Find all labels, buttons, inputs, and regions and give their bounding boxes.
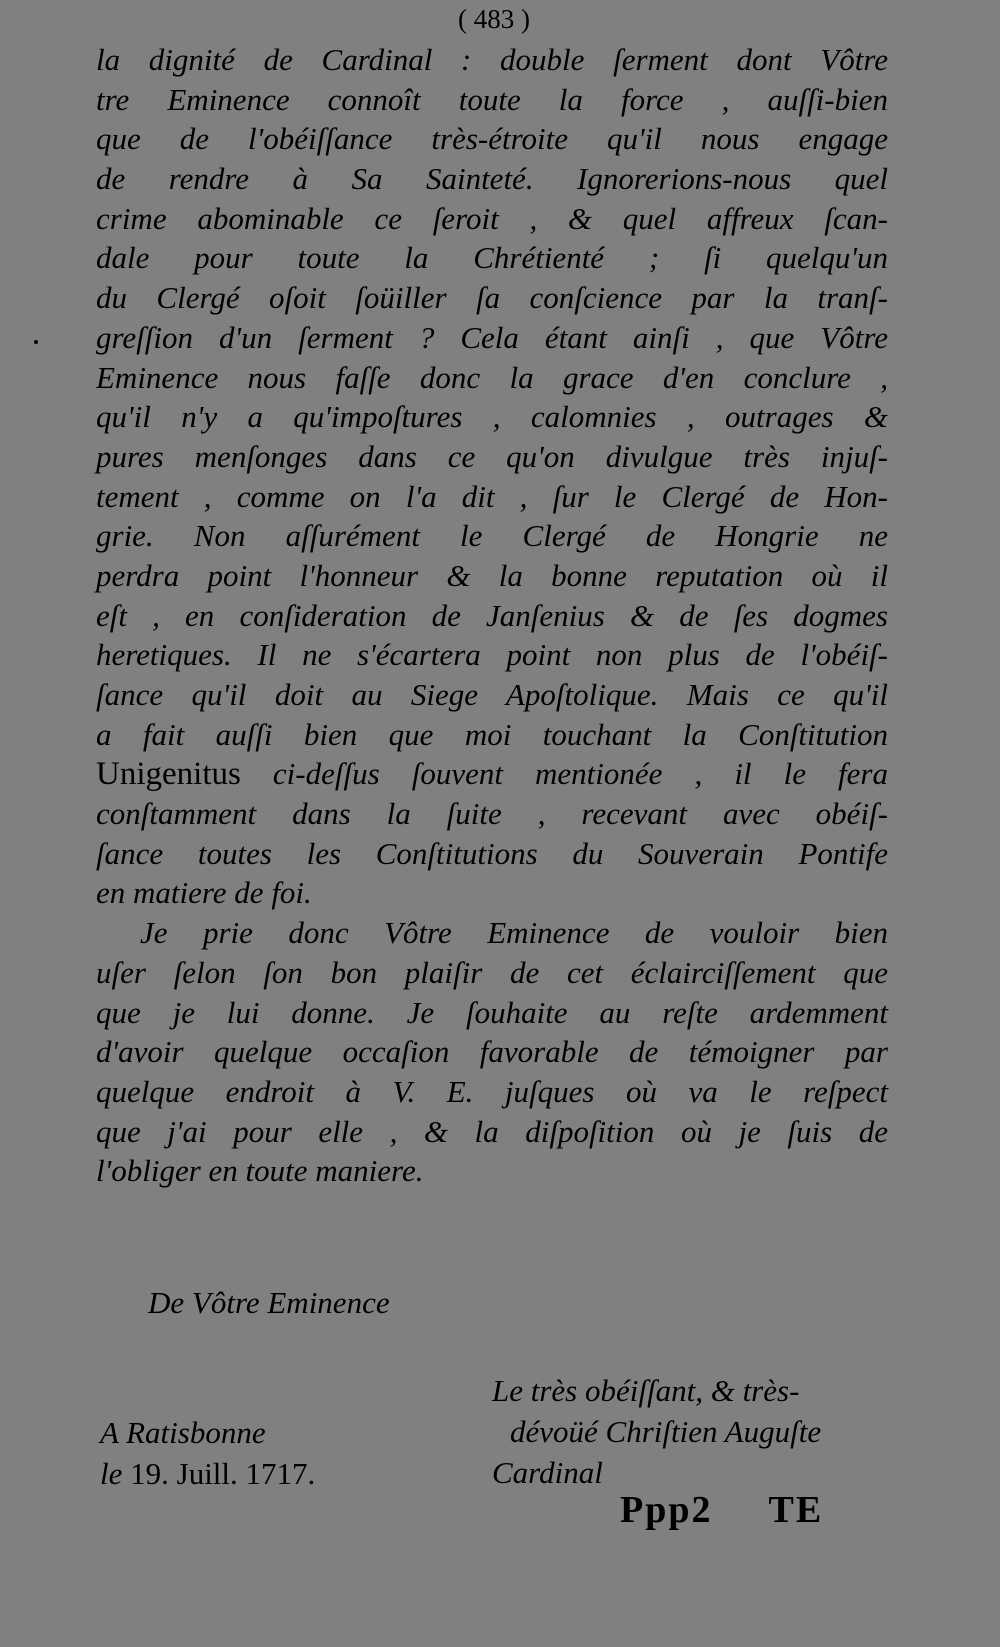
- body-line-text: ci-deſſus ſouvent mentionée , il le fera: [272, 756, 888, 792]
- body-line: ſance qu'il doit au Siege Apoſtolique. Mais ce qu'il: [96, 677, 888, 712]
- place-and-date: [100, 1412, 315, 1494]
- body-line: tement , comme on l'a dit , ſur le Clergé de Hon-: [96, 478, 888, 514]
- page-number: ( 483 ): [458, 4, 530, 34]
- paragraph-line: quelque endroit à V. E. juſques où va le reſpect: [96, 1073, 888, 1109]
- letter-body: [96, 40, 888, 1191]
- body-line: dale pour toute la Chrétienté ; ſi quelqu'un: [96, 240, 888, 276]
- letter-closing: De Vôtre Eminence: [148, 1285, 390, 1320]
- signature-line: Cardinal: [492, 1455, 603, 1490]
- body-line: heretiques. Il ne s'écartera point non plus de l'obéiſ-: [96, 637, 888, 673]
- body-line: tre Eminence connoît toute la force , auſſi-bien: [96, 81, 888, 117]
- paragraph-line: d'avoir quelque occaſion favorable de témoigner par: [96, 1034, 888, 1070]
- body-line: que de l'obéiſſance très-étroite qu'il nous engage: [96, 121, 888, 157]
- signature-line: dévoüé Chriſtien Auguſte: [510, 1414, 822, 1449]
- signature-block: [492, 1370, 821, 1493]
- paragraph-line: que je lui donne. Je ſouhaite au reſte ardemment: [96, 994, 888, 1030]
- body-line: du Clergé oſoit ſoüiller ſa conſcience par la tranſ-: [96, 280, 888, 316]
- date-prefix: le: [100, 1456, 123, 1491]
- body-line: greſſion d'un ſerment ? Cela étant ainſi , que Vôtre: [96, 319, 888, 355]
- body-line: de rendre à Sa Sainteté. Ignorerions-nous quel: [96, 161, 888, 197]
- body-line: perdra point l'honneur & la bonne reputation où il: [96, 557, 888, 593]
- margin-mark: [34, 340, 38, 344]
- catchwords: [620, 1488, 823, 1532]
- paragraph-line: l'obliger en toute maniere.: [96, 1153, 424, 1189]
- body-line: la dignité de Cardinal : double ſerment dont Vôtre: [96, 42, 888, 77]
- date-line: [100, 1453, 315, 1494]
- body-line: qu'il n'y a qu'impoſtures , calomnies , outrages &: [96, 399, 888, 435]
- body-line-unigenitus: [96, 754, 888, 794]
- signature-line: Le très obéiſſant, & très-: [492, 1373, 800, 1408]
- catchword: TE: [768, 1489, 824, 1531]
- paragraph-line: Je prie donc Vôtre Eminence de vouloir bien: [140, 915, 888, 951]
- body-line: pures menſonges dans ce qu'on divulgue très injuſ-: [96, 438, 888, 474]
- paragraph-line: uſer ſelon ſon bon plaiſir de cet éclairciſſement que: [96, 954, 888, 990]
- body-line: en matiere de foi.: [96, 875, 312, 911]
- place: A Ratisbonne: [100, 1415, 266, 1450]
- date: 19. Juill. 1717.: [130, 1456, 316, 1491]
- signature-mark: Ppp2: [620, 1489, 713, 1531]
- body-line: eſt , en conſideration de Janſenius & de ſes dogmes: [96, 597, 888, 633]
- body-line: conſtamment dans la ſuite , recevant avec obéiſ-: [96, 796, 888, 832]
- body-line: grie. Non aſſurément le Clergé de Hongrie ne: [96, 518, 888, 554]
- body-line: crime abominable ce ſeroit , & quel affreux ſcan-: [96, 200, 888, 236]
- body-line: a fait auſſi bien que moi touchant la Conſtitution: [96, 716, 888, 752]
- unigenitus-word: Unigenitus: [96, 756, 241, 793]
- body-line: Eminence nous faſſe donc la grace d'en conclure ,: [96, 359, 888, 395]
- body-line: ſance toutes les Conſtitutions du Souverain Pontife: [96, 835, 888, 871]
- paragraph-line: que j'ai pour elle , & la diſpoſition où je ſuis de: [96, 1113, 888, 1149]
